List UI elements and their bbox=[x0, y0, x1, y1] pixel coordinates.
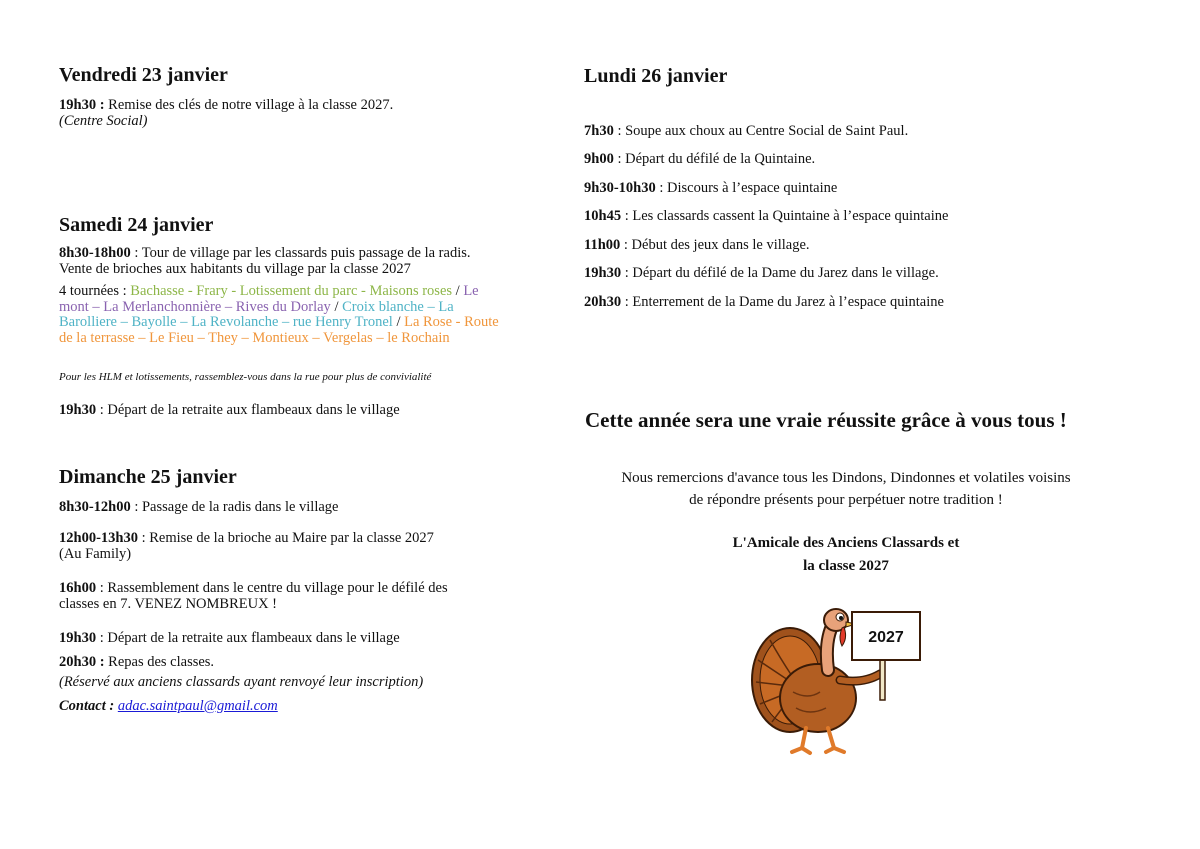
monday-item-4 bbox=[584, 208, 1124, 224]
sunday-item-4-text: : Départ de la retraite aux flambeaux dans le village bbox=[96, 630, 400, 646]
monday-item-5-text: : Début des jeux dans le village. bbox=[620, 237, 810, 253]
monday-item-6-time: 19h30 bbox=[584, 265, 622, 281]
sunday-item-5-time: 20h30 : bbox=[59, 654, 105, 670]
saturday-item-2-text: : Départ de la retraite aux flambeaux dans le village bbox=[96, 402, 400, 418]
friday-item bbox=[59, 97, 509, 129]
tour-3: Croix blanche – La Barolliere – Bayolle – La Revolanche – rue Henry Tronel bbox=[59, 298, 454, 330]
closing-thanks bbox=[576, 467, 1116, 511]
monday-item-1-time: 7h30 bbox=[584, 123, 614, 139]
saturday-item-1 bbox=[59, 245, 489, 277]
turkey-body bbox=[780, 664, 856, 732]
friday-note: (Centre Social) bbox=[59, 113, 148, 129]
monday-item-1 bbox=[584, 123, 1124, 139]
contact-line bbox=[59, 698, 509, 714]
sunday-item-3-text: : Rassemblement dans le centre du village pour le défilé des classes en 7. VENEZ NOMBREUX ! bbox=[59, 580, 448, 612]
closing-headline: Cette année sera une vraie réussite grâce à vous tous ! bbox=[585, 408, 1067, 432]
contact-label: Contact : bbox=[59, 698, 115, 714]
saturday-note: Pour les HLM et lotissements, rassemblez-vous dans la rue pour plus de convivialité bbox=[59, 371, 432, 383]
monday-item-6 bbox=[584, 265, 1124, 281]
monday-item-5-time: 11h00 bbox=[584, 237, 621, 253]
sunday-item-2 bbox=[59, 530, 449, 562]
monday-item-3-text: : Discours à l’espace quintaine bbox=[655, 180, 838, 196]
monday-title: Lundi 26 janvier bbox=[584, 65, 728, 87]
tour-sep-2: / bbox=[330, 298, 343, 315]
tour-sep-1: / bbox=[452, 283, 464, 299]
sunday-item-1-text: : Passage de la radis dans le village bbox=[130, 499, 339, 515]
contact-email-link[interactable]: adac.saintpaul@gmail.com bbox=[117, 698, 278, 714]
closing-signature bbox=[576, 532, 1116, 578]
tour-1: Bachasse - Frary - Lotissement du parc - Maisons roses bbox=[130, 283, 453, 299]
sunday-item-5-text: Repas des classes. bbox=[104, 654, 215, 670]
thanks-line-1: Nous remercions d'avance tous les Dindons, Dindonnes et volatiles voisins bbox=[621, 470, 1071, 486]
monday-item-1-text: : Soupe aux choux au Centre Social de Saint Paul. bbox=[613, 123, 909, 139]
turkey-illustration bbox=[748, 600, 928, 760]
saturday-item-2 bbox=[59, 402, 509, 418]
sunday-item-1 bbox=[59, 499, 509, 515]
monday-item-2-text: : Départ du défilé de la Quintaine. bbox=[613, 151, 816, 167]
sunday-item-5 bbox=[59, 654, 509, 670]
monday-item-3 bbox=[584, 180, 1124, 196]
sunday-title: Dimanche 25 janvier bbox=[59, 466, 237, 488]
monday-item-7 bbox=[584, 294, 1124, 310]
tour-2: Le mont – La Merlanchonnière – Rives du Dorlay bbox=[59, 283, 479, 315]
saturday-item-1-text: : Tour de village par les classards puis passage de la radis. Vente de brioches aux habitants du village par la classe 2027 bbox=[59, 245, 471, 277]
tour-4: La Rose - Route de la terrasse – Le Fieu – They – Montieux – Vergelas – le Rochain bbox=[59, 314, 499, 346]
sunday-item-3 bbox=[59, 580, 469, 612]
monday-item-7-time: 20h30 bbox=[584, 294, 622, 310]
monday-item-2 bbox=[584, 151, 1124, 167]
sunday-item-3-time: 16h00 bbox=[59, 580, 97, 596]
signature-line-2: la classe 2027 bbox=[803, 558, 889, 574]
signature-line-1: L'Amicale des Anciens Classards et bbox=[732, 535, 960, 551]
tour-sep-3: / bbox=[392, 314, 405, 330]
tours-label: 4 tournées : bbox=[59, 283, 131, 299]
monday-item-5 bbox=[584, 237, 1124, 253]
sunday-note: (Réservé aux anciens classards ayant renvoyé leur inscription) bbox=[59, 674, 424, 690]
monday-item-4-time: 10h45 bbox=[584, 208, 622, 224]
thanks-line-2: de répondre présents pour perpétuer notre tradition ! bbox=[689, 492, 1003, 508]
monday-item-4-text: : Les classards cassent la Quintaine à l’espace quintaine bbox=[621, 208, 949, 224]
sign-year: 2027 bbox=[868, 629, 904, 646]
monday-item-3-time: 9h30-10h30 bbox=[584, 180, 656, 196]
friday-item-time: 19h30 : bbox=[59, 97, 105, 113]
sunday-item-2-time: 12h00-13h30 bbox=[59, 530, 138, 546]
sunday-item-1-time: 8h30-12h00 bbox=[59, 499, 131, 515]
monday-item-2-time: 9h00 bbox=[584, 151, 614, 167]
saturday-title: Samedi 24 janvier bbox=[59, 214, 214, 236]
sunday-item-4 bbox=[59, 630, 509, 646]
saturday-item-2-time: 19h30 bbox=[59, 402, 97, 418]
saturday-item-1-time: 8h30-18h00 bbox=[59, 245, 131, 261]
saturday-tours bbox=[59, 284, 504, 346]
sunday-item-4-time: 19h30 bbox=[59, 630, 97, 646]
monday-item-6-text: : Départ du défilé de la Dame du Jarez dans le village. bbox=[621, 265, 939, 281]
monday-item-7-text: : Enterrement de la Dame du Jarez à l’espace quintaine bbox=[621, 294, 944, 310]
friday-title: Vendredi 23 janvier bbox=[59, 64, 228, 86]
friday-item-text: Remise des clés de notre village à la classe 2027. bbox=[104, 97, 394, 113]
sunday-item-2-text: : Remise de la brioche au Maire par la classe 2027 (Au Family) bbox=[59, 530, 434, 562]
